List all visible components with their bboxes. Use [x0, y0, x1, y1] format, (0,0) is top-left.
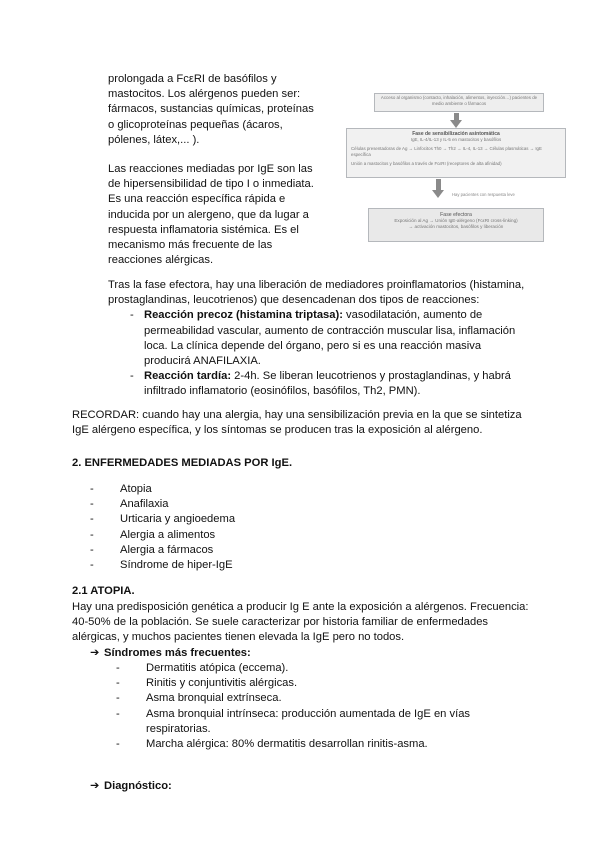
intro-paragraph-ige-reactions: Las reacciones mediadas por IgE son las de hipersensibilidad de tipo I o inmediata. Es una reacción específica rápida e inducida por un alergeno, que da lugar a respuesta inflamatoria sistémica. Es el mecanismo más frecuente de las reacciones alérgicas.: [108, 163, 314, 267]
list-item: [108, 308, 528, 369]
diagram-box-sensitization: [346, 128, 566, 178]
list-item: - Marcha alérgica: 80% dermatitis desarrollan rinitis-asma.: [116, 737, 476, 752]
atopia-description: Hay una predisposición genética a producir Ig E ante la exposición a alérgenos. Frecuencia: 40-50% de la población. Se suele caracterizar por historia familiar de enfermedades alérgicas, y muchos pacientes tienen elevada la IgE pero no todos.: [72, 601, 529, 644]
diagram-sensitization-line: Unión a mastocitos y basófilos a través de FcεRI (receptores de alta afinidad): [351, 161, 502, 166]
list-item: - Síndrome de hiper-IgE: [90, 558, 390, 573]
effector-intro: Tras la fase efectora, hay una liberación de mediadores proinflamatorios (histamina, prostaglandinas, leucotrienos) que desencadenan dos tipos de reacciones:: [108, 279, 525, 307]
list-item: - Dermatitis atópica (eccema).: [116, 661, 476, 676]
arrow-right-icon: ➔: [90, 647, 100, 659]
sensitization-flow-diagram: [346, 88, 566, 246]
diagram-side-note: Hay pacientes con respuesta leve: [452, 192, 515, 197]
list-item: - Urticaria y angioedema: [90, 512, 390, 527]
list-item: - Alergia a alimentos: [90, 528, 390, 543]
ige-diseases-list: [90, 482, 390, 573]
diagnosis-label: Diagnóstico:: [104, 780, 172, 793]
reaction-late-text: 2-4h. Se liberan leucotrienos y prostaglandinas, y habrá infiltrado inflamatorio (eosinófilos, basófilos, Th2, PMN).: [144, 370, 511, 398]
down-arrow-icon: [450, 120, 462, 128]
atopia-heading: 2.1 ATOPIA.: [72, 585, 135, 597]
diagnosis-heading: [82, 779, 600, 794]
diagram-box-exposure: Acceso al organismo (contacto, inhalación, alimentos, inyección…) pacientes de medio ambiente o fármacos: [374, 93, 544, 112]
arrow-right-icon: ➔: [90, 780, 100, 793]
list-item: - Asma bronquial extrínseca.: [116, 691, 476, 706]
list-item: - Atopia: [90, 482, 390, 497]
intro-paragraph-allergens: prolongada a FcεRI de basófilos y mastocitos. Los alérgenos pueden ser: fármacos, sustancias químicas, proteínas o glicoproteínas pequeñas (ácaros, pólenes, látex,... ).: [108, 73, 314, 146]
reaction-early-label: Reacción precoz (histamina triptasa):: [144, 309, 343, 322]
syndromes-heading: [82, 646, 600, 661]
diagram-sensitization-title: Fase de sensibilización asintomática: [412, 131, 500, 137]
reminder-paragraph: RECORDAR: cuando hay una alergia, hay una sensibilización previa en la que se sintetiza IgE alérgeno específica, y los síntomas se producen tras la exposición al alérgeno.: [72, 409, 522, 437]
syndromes-list: [116, 661, 476, 752]
diagram-sensitization-line: IgE, IL-4/IL-13 y IL-5 en mastocitos y basófilos: [410, 137, 502, 142]
reaction-early-text: vasodilatación, aumento de permeabilidad vascular, aumento de contracción muscular lisa, inflamación loca. La clínica depende del órgano, pero si es una reacción masiva producirá ANAFILAXIA.: [144, 309, 516, 368]
intro-column: [108, 72, 322, 268]
diagram-box-effector: [368, 208, 544, 242]
list-item: - Alergia a fármacos: [90, 543, 390, 558]
reaction-late-label: Reacción tardía:: [144, 370, 232, 383]
diagram-effector-line: Exposición al Ag → Unión IgE-alérgeno (FcεRI cross-linking): [394, 218, 518, 223]
list-item: - Rinitis y conjuntivitis alérgicas.: [116, 676, 476, 691]
reactions-list: [108, 308, 528, 399]
diagram-effector-title: Fase efectora: [440, 212, 472, 218]
list-item: [108, 369, 528, 399]
effector-section: [108, 278, 528, 400]
list-item: - Anafilaxia: [90, 497, 390, 512]
down-arrow-icon: [432, 190, 444, 198]
list-item: - Asma bronquial intrínseca: producción aumentada de IgE en vías respiratorias.: [116, 707, 476, 737]
diagram-sensitization-line: Células presentadoras de Ag → Linfocitos Th0 → Th2 → IL-4, IL-13 → Células plasmáticas → IgE específica: [351, 146, 542, 157]
diagram-effector-line: → activación mastocitos, basófilos y liberación: [408, 224, 504, 229]
section-2-heading: 2. ENFERMEDADES MEDIADAS POR IgE.: [72, 457, 293, 469]
syndromes-label: Síndromes más frecuentes:: [104, 647, 251, 659]
